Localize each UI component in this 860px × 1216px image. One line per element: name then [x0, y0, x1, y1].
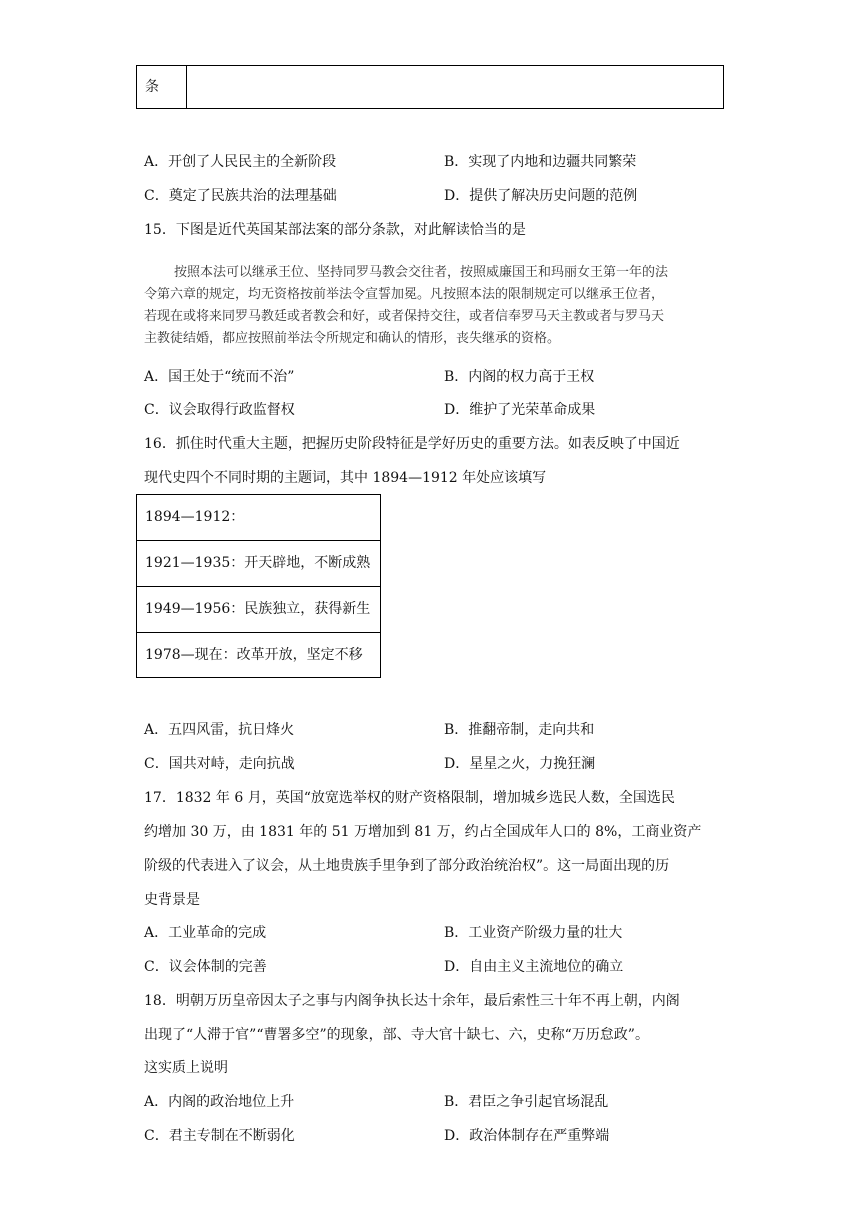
q16-option-a[interactable]: A．五四风雷，抗日烽火 [144, 722, 295, 738]
q16-table-row: 1921—1935：开天辟地，不断成熟 [137, 541, 380, 587]
q18-option-a[interactable]: A．内阁的政治地位上升 [144, 1094, 295, 1110]
q14-option-c[interactable]: C．奠定了民族共治的法理基础 [144, 188, 337, 204]
q17-option-b[interactable]: B．工业资产阶级力量的壮大 [444, 925, 623, 941]
q15-option-c[interactable]: C．议会取得行政监督权 [144, 402, 295, 418]
q17-option-d[interactable]: D．自由主义主流地位的确立 [444, 959, 624, 975]
q17-stem-line: 17．1832 年 6 月，英国“放宽选举权的财产资格限制，增加城乡选民人数，全国选民 [144, 790, 675, 806]
top-table-fragment [136, 65, 724, 109]
q15-excerpt-line: 按照本法可以继承王位、坚持同罗马教会交往者，按照威廉国王和玛丽女王第一年的法 [174, 265, 669, 280]
q16-table-row: 1978—现在：改革开放，坚定不移 [145, 647, 363, 663]
q15-excerpt-line: 若现在或将来同罗马教廷或者教会和好，或者保持交往，或者信奉罗马天主教或者与罗马天 [144, 309, 665, 324]
q14-option-d[interactable]: D．提供了解决历史问题的范例 [444, 188, 638, 204]
q16-table-row: 1949—1956：民族独立，获得新生 [137, 587, 380, 633]
q16-option-c[interactable]: C．国共对峙，走向抗战 [144, 756, 295, 772]
q16-table-row: 1894—1912： [137, 495, 380, 541]
q15-excerpt-line: 主教徒结婚，都应按照前举法令所规定和确认的情形，丧失继承的资格。 [144, 331, 561, 346]
q15-excerpt-line: 令第六章的规定，均无资格按前举法令宣誓加冕。凡按照本法的限制规定可以继承王位者， [144, 287, 665, 302]
q15-option-d[interactable]: D．维护了光荣革命成果 [444, 402, 596, 418]
q15-option-a[interactable]: A．国王处于“统而不治” [144, 369, 295, 385]
q18-stem-line: 18．明朝万历皇帝因太子之事与内阁争执长达十余年，最后索性三十年不再上朝，内阁 [144, 993, 680, 1009]
q16-option-b[interactable]: B．推翻帝制，走向共和 [444, 722, 595, 738]
q18-option-d[interactable]: D．政治体制存在严重弊端 [444, 1128, 610, 1144]
q17-option-c[interactable]: C．议会体制的完善 [144, 959, 267, 975]
q17-stem-line: 约增加 30 万，由 1831 年的 51 万增加到 81 万，约占全国成年人口的 8%，工商业资产 [144, 824, 702, 840]
q17-stem-line: 史背景是 [144, 892, 200, 908]
q16-stem-line: 16．抓住时代重大主题，把握历史阶段特征是学好历史的重要方法。如表反映了中国近 [144, 436, 680, 452]
q14-option-a[interactable]: A．开创了人民民主的全新阶段 [144, 154, 337, 170]
q18-option-b[interactable]: B．君臣之争引起官场混乱 [444, 1094, 609, 1110]
q15-option-b[interactable]: B．内阁的权力高于王权 [444, 369, 595, 385]
q18-stem-line: 这实质上说明 [144, 1060, 228, 1076]
q18-option-c[interactable]: C．君主专制在不断弱化 [144, 1128, 295, 1144]
q17-stem-line: 阶级的代表进入了议会，从土地贵族手里争到了部分政治统治权”。这一局面出现的历 [144, 858, 670, 874]
q14-option-b[interactable]: B．实现了内地和边疆共同繁荣 [444, 154, 637, 170]
q17-option-a[interactable]: A．工业革命的完成 [144, 925, 267, 941]
q15-law-excerpt [144, 262, 724, 350]
top-table-label-cell: 条 [137, 66, 187, 108]
q15-stem: 15．下图是近代英国某部法案的部分条款，对此解读恰当的是 [144, 222, 526, 238]
q16-period-table [136, 494, 381, 678]
q16-option-d[interactable]: D．星星之火，力挽狂澜 [444, 756, 596, 772]
q16-stem-line: 现代史四个不同时期的主题词，其中 1894—1912 年处应该填写 [144, 470, 547, 486]
q18-stem-line: 出现了“人滞于官”“曹署多空”的现象，部、寺大官十缺七、六，史称“万历怠政”。 [144, 1027, 649, 1043]
